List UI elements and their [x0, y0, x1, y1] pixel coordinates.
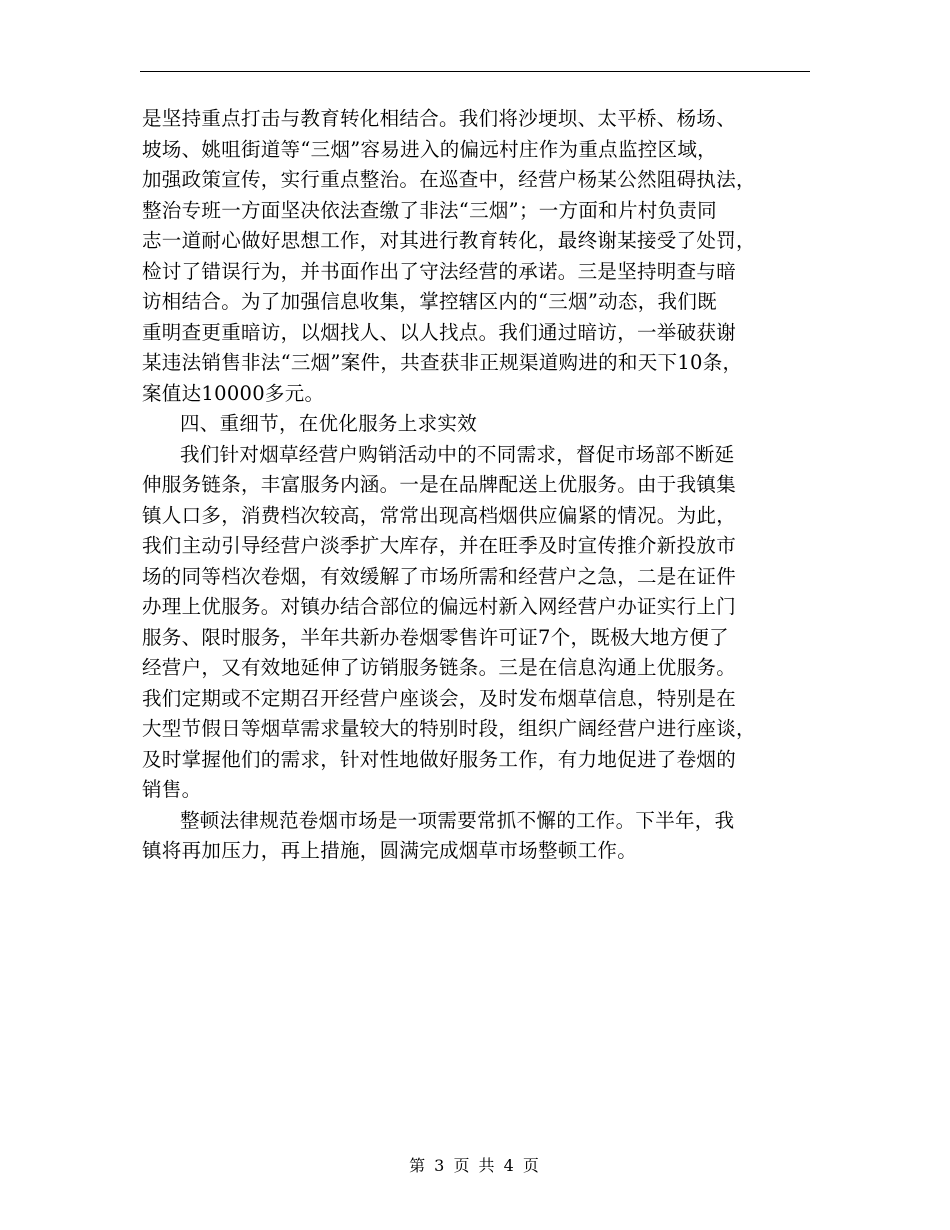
text-line: 志一道耐心做好思想工作，对其进行教育转化，最终谢某接受了处罚，: [142, 229, 756, 252]
text-line: 场的同等档次卷烟，有效缓解了市场所需和经营户之急，二是在证件: [142, 564, 737, 588]
text-line: 伸服务链条，丰富服务内涵。一是在品牌配送上优服务。由于我镇集: [142, 473, 737, 496]
text-line: 经营户，又有效地延伸了访销服务链条。三是在信息沟通上优服务。: [142, 656, 737, 679]
text-line: 案值达10000多元。: [142, 381, 325, 405]
text-line: 大型节假日等烟草需求量较大的特别时段，组织广阔经营户进行座谈，: [142, 717, 756, 740]
text-line: 坡场、姚咀街道等“三烟”容易进入的偏远村庄作为重点监控区域，: [142, 137, 717, 161]
text-line: 是坚持重点打击与教育转化相结合。我们将沙埂坝、太平桥、杨场、: [142, 107, 737, 130]
page-footer: 第 3 页 共 4 页: [409, 1156, 541, 1175]
text-line: 镇将再加压力，再上措施，圆满完成烟草市场整顿工作。: [142, 839, 638, 862]
text-line: 销售。: [142, 778, 202, 801]
header-rule: [140, 71, 810, 72]
text-line: 镇人口多，消费档次较高，常常出现高档烟供应偏紧的情况。为此，: [142, 503, 737, 527]
text-line: 办理上优服务。对镇办结合部位的偏远村新入网经营户办证实行上门: [142, 595, 737, 618]
text-line: 整治专班一方面坚决依法查缴了非法“三烟”；一方面和片村负责同: [142, 198, 717, 222]
text-line: 我们定期或不定期召开经营户座谈会，及时发布烟草信息，特别是在: [142, 686, 737, 710]
text-line: 我们针对烟草经营户购销活动中的不同需求，督促市场部不断延: [180, 442, 735, 466]
text-line: 检讨了错误行为，并书面作出了守法经营的承诺。三是坚持明查与暗: [142, 259, 737, 283]
text-line: 重明查更重暗访，以烟找人、以人找点。我们通过暗访，一举破获谢: [142, 320, 737, 344]
text-line: 服务、限时服务，半年共新办卷烟零售许可证7个，既极大地方便了: [142, 625, 729, 649]
text-line: 访相结合。为了加强信息收集，掌控辖区内的“三烟”动态，我们既: [142, 290, 717, 313]
section-heading: 四、重细节，在优化服务上求实效: [180, 412, 478, 435]
text-line: 整顿法律规范卷烟市场是一项需要常抓不懈的工作。下半年，我: [180, 808, 735, 832]
document-body: [142, 104, 812, 867]
text-line: 加强政策宣传，实行重点整治。在巡查中，经营户杨某公然阻碍执法，: [142, 168, 756, 191]
text-line: 及时掌握他们的需求，针对性地做好服务工作，有力地促进了卷烟的: [142, 747, 737, 771]
text-line: 某违法销售非法“三烟”案件，共查获非正规渠道购进的和天下10条，: [142, 351, 743, 374]
text-line: 我们主动引导经营户淡季扩大库存，并在旺季及时宣传推介新投放市: [142, 534, 737, 557]
